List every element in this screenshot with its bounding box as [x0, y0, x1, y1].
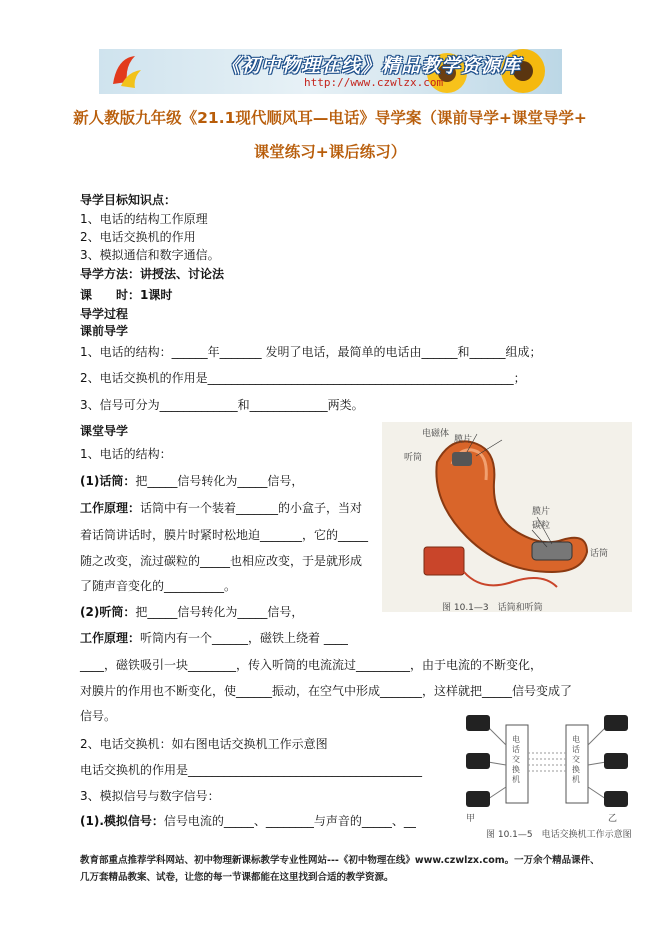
pre-question-3: 3、信号可分为_____________和_____________两类。	[80, 398, 364, 412]
class-heading: 课堂导学	[80, 424, 129, 438]
mic-line	[80, 473, 303, 489]
switchboard-diagram	[458, 707, 636, 825]
label-phone-a: 甲	[466, 814, 476, 824]
pre-question-2: 2、电话交换机的作用是___________________________________________________；	[80, 371, 526, 385]
page-title-line2: 课堂练习+课后练习）	[253, 143, 407, 161]
page-title-line1: 新人教版九年级《21.1现代顺风耳—电话》导学案（课前导学+课堂导学+	[73, 109, 587, 127]
handset-figure	[382, 422, 632, 612]
page-footer: 教育部重点推荐学科网站、初中物理新课标教学专业性网站---《初中物理在线》www.czwlzx.com。一万余个精品课件、几万套精品教案、试卷，让您的每一节课都能在这里找到合适的教学资源。	[80, 855, 600, 883]
label-phone-b: 乙	[608, 814, 618, 824]
site-banner	[99, 49, 562, 94]
work2-text: 听筒内有一个______，磁铁上绕着 ____	[140, 631, 348, 645]
label-diaphragm-top: 膜片	[454, 435, 473, 445]
label-diaphragm: 膜片	[532, 507, 551, 517]
figure1-caption: 图 10.1—3 话筒和听筒	[442, 603, 543, 613]
goals-heading: 导学目标知识点：	[80, 193, 177, 207]
work1-line4: 了随声音变化的__________。	[80, 579, 237, 593]
banner-title: 《初中物理在线》精品教学资源库	[221, 55, 522, 77]
figure2-caption: 图 10.1—5 电话交换机工作示意图	[486, 830, 632, 840]
banner-url[interactable]: http://www.czwlzx.com	[304, 76, 444, 89]
mic-text: 把_____信号转化为_____信号，	[135, 474, 304, 488]
mic-label: (1)话筒：	[80, 474, 136, 488]
switch-section: 2、电话交换机：如右图电话交换机工作示意图	[80, 737, 328, 751]
work2-line4: 信号。	[80, 709, 117, 723]
receiver-text: 把_____信号转化为_____信号，	[135, 605, 304, 619]
work1-line2: 着话筒讲话时，膜片时紧时松地迫_______，它的_____	[80, 528, 369, 542]
analog-text: 信号电流的_____、________与声音的_____、__	[163, 814, 416, 828]
switch-label-right: 电话交换机	[572, 735, 580, 784]
class-structure: 1、电话的结构：	[80, 447, 172, 461]
work2-label: 工作原理：	[80, 631, 141, 645]
label-carbon: 碳粒	[532, 521, 551, 531]
handset-illustration	[382, 422, 632, 597]
switchboard-figure	[458, 707, 636, 840]
label-earpiece: 听筒	[404, 453, 423, 463]
process-heading: 导学过程	[80, 307, 129, 321]
receiver-label: (2)听筒：	[80, 605, 136, 619]
site-logo-icon	[107, 52, 145, 90]
work1-line	[80, 500, 362, 516]
analog-line	[80, 813, 416, 829]
pre-question-1: 1、电话的结构：______年_______ 发明了电话，最简单的电话由______和______组成；	[80, 345, 542, 359]
label-magnet: 电磁体	[422, 429, 450, 439]
work2-line3: 对膜片的作用也不断变化，使______振动，在空气中形成_______，这样就把_____信号变成了	[80, 684, 573, 698]
receiver-line	[80, 604, 303, 620]
switch-purpose: 电话交换机的作用是_______________________________________	[80, 763, 423, 777]
goal-item: 1、电话的结构工作原理	[80, 212, 208, 226]
analog-label: (1).模拟信号：	[80, 814, 164, 828]
work2-line	[80, 630, 348, 646]
method-line: 导学方法：讲授法、讨论法	[80, 267, 225, 281]
work1-line3: 随之改变，流过碳粒的_____也相应改变，于是就形成	[80, 554, 363, 568]
goal-item: 3、模拟通信和数字通信。	[80, 248, 220, 262]
switch-label-left: 电话交换机	[512, 735, 520, 784]
goal-item: 2、电话交换机的作用	[80, 230, 196, 244]
signal-section: 3、模拟信号与数字信号：	[80, 789, 220, 803]
label-mouthpiece: 话筒	[590, 549, 609, 559]
work2-line2: ____，磁铁吸引一块________，传入听筒的电流流过_________，由于电流的不断变化，	[80, 658, 543, 672]
pre-heading: 课前导学	[80, 324, 129, 338]
work1-label: 工作原理：	[80, 501, 141, 515]
hours-line: 课 时：1课时	[80, 288, 173, 302]
work1-text: 话筒中有一个装着_______的小盒子，当对	[140, 501, 363, 515]
